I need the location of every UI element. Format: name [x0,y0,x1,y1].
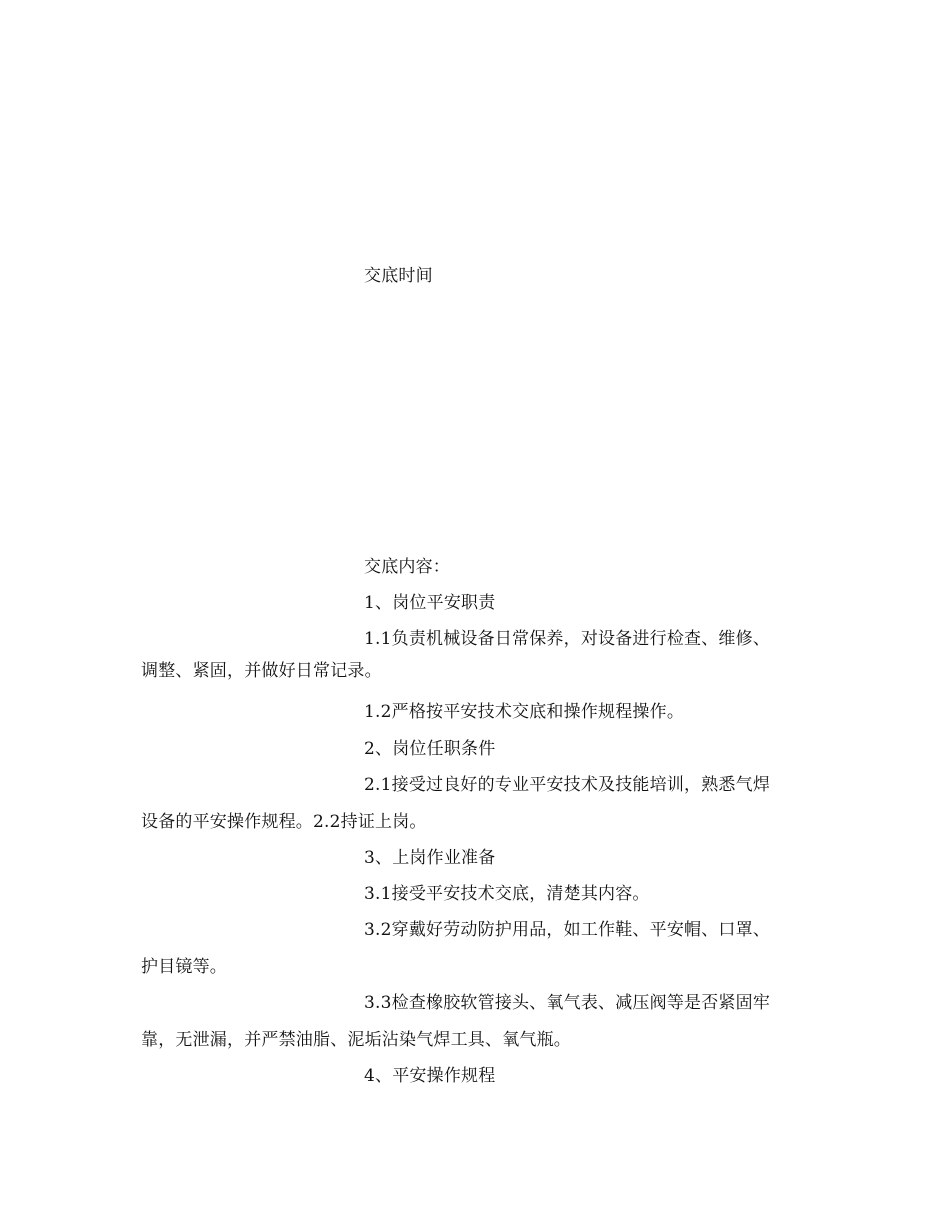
item-3-2-line2: 护目镜等。 [141,957,227,977]
item-1-2: 1.2严格按平安技术交底和操作规程操作。 [364,702,685,722]
item-3-2-line1: 3.2穿戴好劳动防护用品，如工作鞋、平安帽、口罩、 [364,920,771,940]
section-3-heading: 3、上岗作业准备 [364,848,496,868]
item-3-1: 3.1接受平安技术交底，清楚其内容。 [364,884,650,904]
section-4-heading: 4、平安操作规程 [364,1066,496,1086]
item-1-1-line1: 1.1负责机械设备日常保养，对设备进行检查、维修、 [364,629,771,649]
item-3-3-line1: 3.3检查橡胶软管接头、氧气表、减压阀等是否紧固牢 [364,993,771,1013]
item-2-1-line2: 设备的平安操作规程。2.2持证上岗。 [141,812,427,832]
section-1-heading: 1、岗位平安职责 [364,593,496,613]
item-3-3-line2: 靠，无泄漏，并严禁油脂、泥垢沾染气焊工具、氧气瓶。 [141,1030,571,1050]
item-1-1-line2: 调整、紧固，并做好日常记录。 [141,661,382,681]
content-label: 交底内容： [364,557,450,577]
section-2-heading: 2、岗位任职条件 [364,739,496,759]
item-2-1-line1: 2.1接受过良好的专业平安技术及技能培训，熟悉气焊 [364,775,771,795]
time-label: 交底时间 [364,266,433,286]
